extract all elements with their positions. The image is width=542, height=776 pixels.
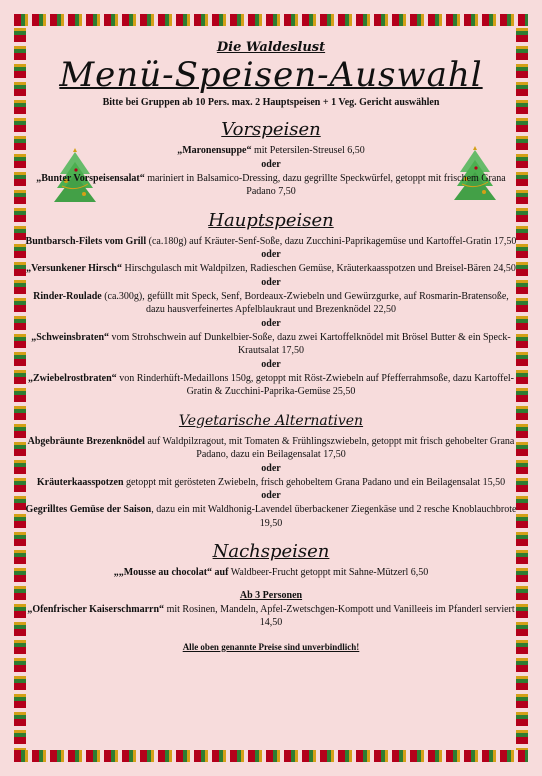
menu-item (24, 435, 518, 462)
item-desc: Waldbeer-Frucht getoppt mit Sahne-Mützerl 6,50 (228, 567, 429, 578)
item-desc: mit Petersilen-Streusel 6,50 (251, 145, 365, 156)
item-name: „Bunter Vorspeisensalat“ (36, 172, 145, 184)
group-label: Ab 3 Personen (239, 589, 303, 601)
item-name: Abgebräunte Brezenknödel (27, 435, 145, 447)
group-instructions: Bitte bei Gruppen ab 10 Pers. max. 2 Hauptspeisen + 1 Veg. Gericht auswählen (102, 97, 440, 108)
or-separator: oder (261, 158, 281, 170)
item-desc: auf Waldpilzragout, mit Tomaten & Frühlingszwiebeln, getoppt mit frisch gehobelter Grana Padano, dazu ein Beilagensalat 17,50 (144, 435, 515, 460)
item-name: „Ofenfrischer Kaiserschmarrn“ (27, 603, 165, 615)
menu-item (24, 172, 518, 199)
item-name: Buntbarsch-Filets vom Grill (25, 235, 147, 247)
section-heading-hauptspeisen: Hauptspeisen (208, 209, 334, 231)
menu-item (24, 290, 518, 317)
or-separator: oder (261, 249, 281, 260)
item-desc: , dazu ein mit Waldhonig-Lavendel überbackener Ziegenkäse und 2 resche Knoblauchbrote 19,50 (151, 504, 517, 529)
price-disclaimer: Alle oben genannte Preise sind unverbindlich! (182, 641, 360, 652)
menu-item (24, 503, 518, 530)
item-name: „Schweinsbraten“ (31, 331, 110, 343)
page-title: Menü-Speisen-Auswahl (59, 55, 483, 95)
item-desc: (ca.300g), gefüllt mit Speck, Senf, Bordeaux-Zwiebeln und Gewürzgurke, auf Rosmarin-Bratensoße, dazu hausverfeinertes Apfelblaukraut und Brezenknödel 22,50 (101, 290, 509, 315)
menu-item (24, 603, 518, 630)
menu-item (24, 144, 518, 158)
item-desc: Hirschgulasch mit Waldpilzen, Radieschen Gemüse, Kräuterkaasspotzen und Breisel-Bären 24,50 (121, 263, 516, 274)
menu-item (24, 372, 518, 399)
menu-item (24, 566, 518, 580)
or-separator: oder (261, 276, 281, 288)
or-separator: oder (261, 317, 281, 329)
menu-item (24, 476, 518, 490)
item-desc: getoppt mit gerösteten Zwiebeln, frisch gehobeltem Grana Padano und ein Beilagensalat 15,50 (123, 476, 506, 488)
menu-item (24, 235, 518, 249)
item-name: Kräuterkaasspotzen (36, 476, 124, 488)
section-heading-vorspeisen: Vorspeisen (221, 119, 321, 140)
item-desc: (ca.180g) auf Kräuter-Senf-Soße, dazu Zucchini-Paprikagemüse und Kartoffel-Gratin 17,50 (146, 235, 517, 247)
section-heading-nachspeisen: Nachspeisen (212, 541, 330, 562)
item-name: „Maronensuppe“ (177, 145, 252, 156)
item-name: Rinder-Roulade (33, 290, 102, 302)
restaurant-name: Die Waldeslust (216, 40, 326, 55)
item-desc: mit Rosinen, Mandeln, Apfel-Zwetschgen-Kompott und Vanilleeis im Pfanderl serviert 14,50 (164, 603, 515, 628)
item-name: Gegrilltes Gemüse der Saison (25, 504, 152, 515)
menu-content (24, 40, 518, 661)
or-separator: oder (261, 490, 281, 501)
item-name: „Versunkener Hirsch“ (26, 263, 122, 274)
item-desc: von Rinderhüft-Medaillons 150g, getoppt mit Röst-Zwiebeln auf Pfefferrahmsoße, dazu Kartoffel-Gratin & Zucchini-Paprika-Gemüse 25,50 (116, 372, 514, 397)
menu-item (24, 331, 518, 358)
item-desc: vom Strohschwein auf Dunkelbier-Soße, dazu zwei Kartoffelknödel mit Brösel Butter & ein Speck-Krautsalat 17,50 (109, 331, 511, 356)
or-separator: oder (261, 462, 281, 474)
item-desc: mariniert in Balsamico-Dressing, dazu gegrillte Speckwürfel, getoppt mit frischem Grana Padano 7,50 (144, 172, 506, 197)
section-heading-vegetarisch: Vegetarische Alternativen (178, 412, 364, 429)
item-name: „„Mousse au chocolat“ auf (113, 567, 229, 578)
menu-item (24, 262, 518, 276)
or-separator: oder (261, 358, 281, 370)
item-name: „Zwiebelrostbraten“ (27, 372, 117, 384)
